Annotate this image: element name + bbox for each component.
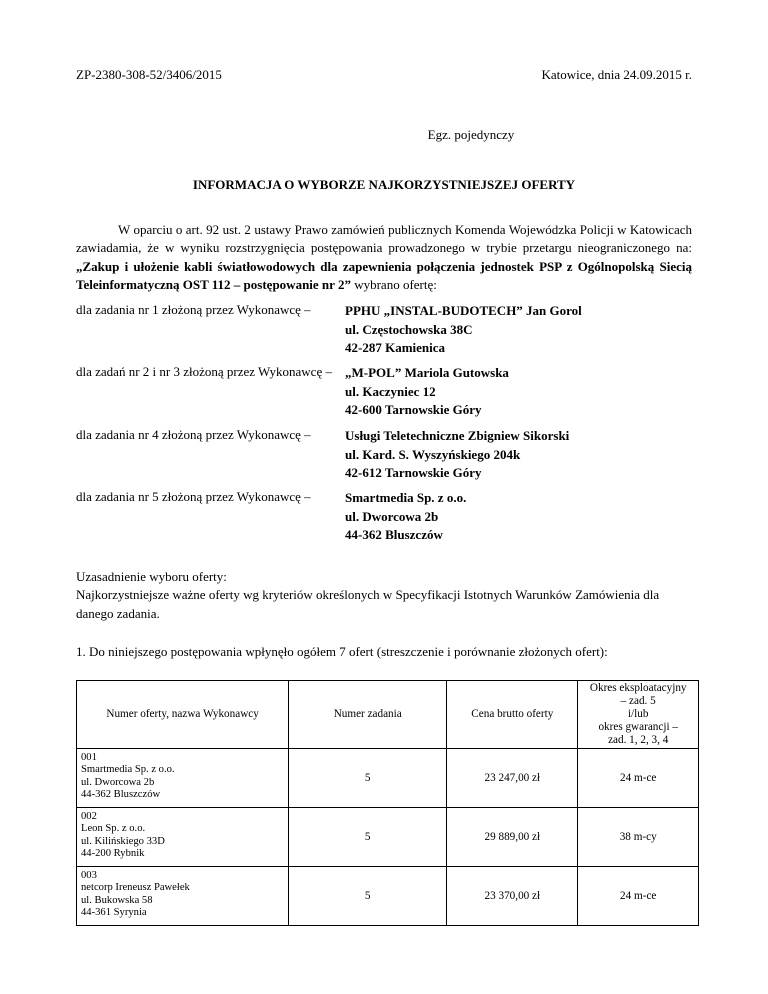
table-row — [77, 808, 699, 867]
assignment-label: dla zadania nr 5 złożoną przez Wykonawcę – — [76, 489, 311, 504]
assignment-label: dla zadania nr 1 złożoną przez Wykonawcę – — [76, 302, 311, 317]
assignment-contractor — [345, 302, 582, 358]
contractor-street: ul. Kard. S. Wyszyńskiego 204k — [345, 446, 521, 462]
contractor-street: ul. Dworcowa 2b — [345, 508, 439, 524]
document-title: INFORMACJA O WYBORZE NAJKORZYSTNIEJSZEJ OFERTY — [192, 177, 576, 192]
contractor-name: Smartmedia Sp. z o.o. — [345, 490, 467, 505]
contractor-name: PPHU „INSTAL-BUDOTECH” Jan Gorol — [345, 303, 582, 318]
assignment-label: dla zadań nr 2 i nr 3 złożoną przez Wykonawcę – — [76, 364, 332, 379]
period-cell: 24 m-ce — [578, 749, 699, 808]
task-number-cell: 5 — [289, 749, 447, 808]
offer-name-cell: 002 Leon Sp. z o.o. ul. Kilińskiego 33D 44-200 Rybnik — [77, 808, 289, 867]
contractor-street: ul. Kaczyniec 12 — [345, 383, 436, 399]
justification-section — [76, 568, 696, 623]
task-number-cell: 5 — [289, 808, 447, 867]
header-offer-name: Numer oferty, nazwa Wykonawcy — [77, 681, 289, 749]
period-cell: 38 m-cy — [578, 808, 699, 867]
header-gross-price: Cena brutto oferty — [447, 681, 578, 749]
contractor-city: 44-362 Bluszczów — [345, 527, 443, 542]
contractor-name: Usługi Teletechniczne Zbigniew Sikorski — [345, 428, 570, 443]
intro-paragraph — [76, 221, 692, 294]
assignment-label: dla zadania nr 4 złożoną przez Wykonawcę – — [76, 427, 311, 442]
justification-heading: Uzasadnienie wyboru oferty: — [76, 569, 227, 584]
period-cell: 24 m-ce — [578, 867, 699, 926]
contractor-city: 42-612 Tarnowskie Góry — [345, 465, 482, 480]
assignment-contractor — [345, 489, 466, 545]
header-task-number: Numer zadania — [289, 681, 447, 749]
price-cell: 29 889,00 zł — [447, 808, 578, 867]
price-cell: 23 247,00 zł — [447, 749, 578, 808]
justification-text: Najkorzystniejsze ważne oferty wg kryteriów określonych w Specyfikacji Istotnych Warunków Zamówienia dla danego zadania. — [76, 587, 660, 621]
procurement-subject: „Zakup i ułożenie kabli światłowodowych dla zapewnienia połączenia jednostek PSP z Ogólnopolską Siecią Teleinformatyczną OST 112 – postępowanie nr 2” — [76, 258, 692, 292]
offer-name-cell: 003 netcorp Ireneusz Pawełek ul. Bukowska 58 44-361 Syrynia — [77, 867, 289, 926]
offers-summary-intro: 1. Do niniejszego postępowania wpłynęło ogółem 7 ofert (streszczenie i porównanie złożonych ofert): — [76, 644, 608, 659]
contractor-city: 42-287 Kamienica — [345, 340, 446, 355]
offers-table — [76, 680, 699, 926]
header-period: Okres eksploatacyjny – zad. 5 i/lub okres gwarancji – zad. 1, 2, 3, 4 — [578, 681, 699, 749]
offer-name-cell: 001 Smartmedia Sp. z o.o. ul. Dworcowa 2b 44-362 Bluszczów — [77, 749, 289, 808]
assignment-contractor — [345, 427, 569, 483]
contractor-name: „M-POL” Mariola Gutowska — [345, 365, 509, 380]
document-reference-number: ZP-2380-308-52/3406/2015 — [76, 67, 222, 82]
task-number-cell: 5 — [289, 867, 447, 926]
assignment-contractor — [345, 364, 509, 420]
price-cell: 23 370,00 zł — [447, 867, 578, 926]
contractor-city: 42-600 Tarnowskie Góry — [345, 402, 482, 417]
contractor-street: ul. Częstochowska 38C — [345, 321, 473, 337]
copy-note: Egz. pojedynczy — [427, 127, 515, 142]
table-row — [77, 749, 699, 808]
intro-text: W oparciu o art. 92 ust. 2 ustawy Prawo zamówień publicznych Komenda Wojewódzka Policji w Katowicach zawiadamia, że w wyniku rozstrzygnięcia postępowania prowadzonego w trybie przetargu nieograniczonego na: — [76, 222, 692, 256]
intro-suffix: wybrano ofertę: — [350, 276, 437, 292]
table-header-row — [77, 681, 699, 749]
document-date: Katowice, dnia 24.09.2015 r. — [541, 67, 692, 82]
table-row — [77, 867, 699, 926]
